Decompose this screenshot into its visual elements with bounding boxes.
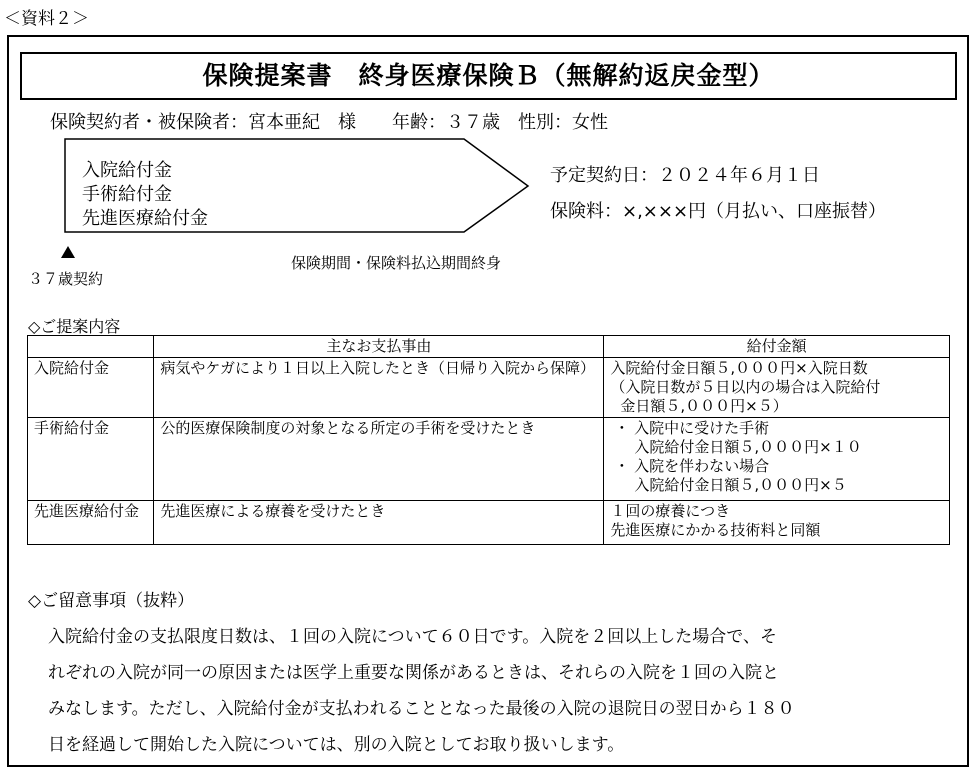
contract-start-marker-icon	[61, 246, 75, 258]
note-line: 入院給付金の支払限度日数は、１回の入院について６０日です。入院を２回以上した場合で、そ	[48, 627, 777, 647]
arrow-benefit-hospitalization: 入院給付金	[82, 160, 172, 181]
page-title: 保険提案書 終身医療保険Ｂ（無解約返戻金型）	[202, 61, 775, 90]
notes-heading: ◇ご留意事項（抜粋）	[28, 591, 195, 611]
coverage-period: 保険期間・保険料払込期間終身	[291, 254, 502, 272]
arrow-benefit-surgery: 手術給付金	[82, 184, 172, 205]
note-line: みなします。ただし、入院給付金が支払われることとなった最後の入院の退院日の翌日から１８０	[48, 699, 795, 719]
table-header-reason: 主なお支払事由	[154, 336, 604, 358]
table-row	[28, 501, 950, 545]
table-header-blank	[28, 336, 154, 358]
arrow-benefit-advanced-medical: 先進医療給付金	[82, 208, 208, 229]
table-row	[28, 418, 950, 501]
note-line: 日を経過して開始した入院については、別の入院としてお取り扱いします。	[48, 735, 625, 755]
benefit-name: 入院給付金	[28, 358, 154, 418]
proposal-table	[27, 335, 950, 545]
premium: 保険料：×,×××円（月払い、口座振替）	[550, 201, 887, 222]
payment-reason: 先進医療による療養を受けたとき	[154, 501, 604, 545]
payment-reason: 病気やケガにより１日以上入院したとき（日帰り入院から保障）	[154, 358, 604, 418]
benefit-name: 手術給付金	[28, 418, 154, 501]
proposal-heading: ◇ご提案内容	[28, 317, 121, 336]
note-line: れぞれの入院が同一の原因または医学上重要な関係があるときは、それらの入院を１回の入院と	[48, 663, 779, 683]
benefit-amount: ・ 入院中に受けた手術 入院給付金日額５,０００円×１０ ・ 入院を伴わない場合 入院給付金日額５,０００円×５	[604, 418, 950, 501]
title-box	[20, 52, 957, 100]
table-header-amount: 給付金額	[604, 336, 950, 358]
contract-age-label: ３７歳契約	[28, 270, 104, 288]
document-label: ＜資料２＞	[4, 9, 89, 29]
benefit-amount: １回の療養につき 先進医療にかかる技術料と同額	[604, 501, 950, 545]
payment-reason: 公的医療保険制度の対象となる所定の手術を受けたとき	[154, 418, 604, 501]
policyholder-info: 保険契約者・被保険者：宮本亜紀 様 年齢：３７歳 性別：女性	[50, 112, 608, 133]
benefit-name: 先進医療給付金	[28, 501, 154, 545]
contract-date: 予定契約日：２０２４年６月１日	[550, 165, 820, 186]
table-header-row	[28, 336, 950, 358]
table-row	[28, 358, 950, 418]
benefit-amount: 入院給付金日額５,０００円×入院日数 （入院日数が５日以内の場合は入院給付 金日額５,０００円×５）	[604, 358, 950, 418]
